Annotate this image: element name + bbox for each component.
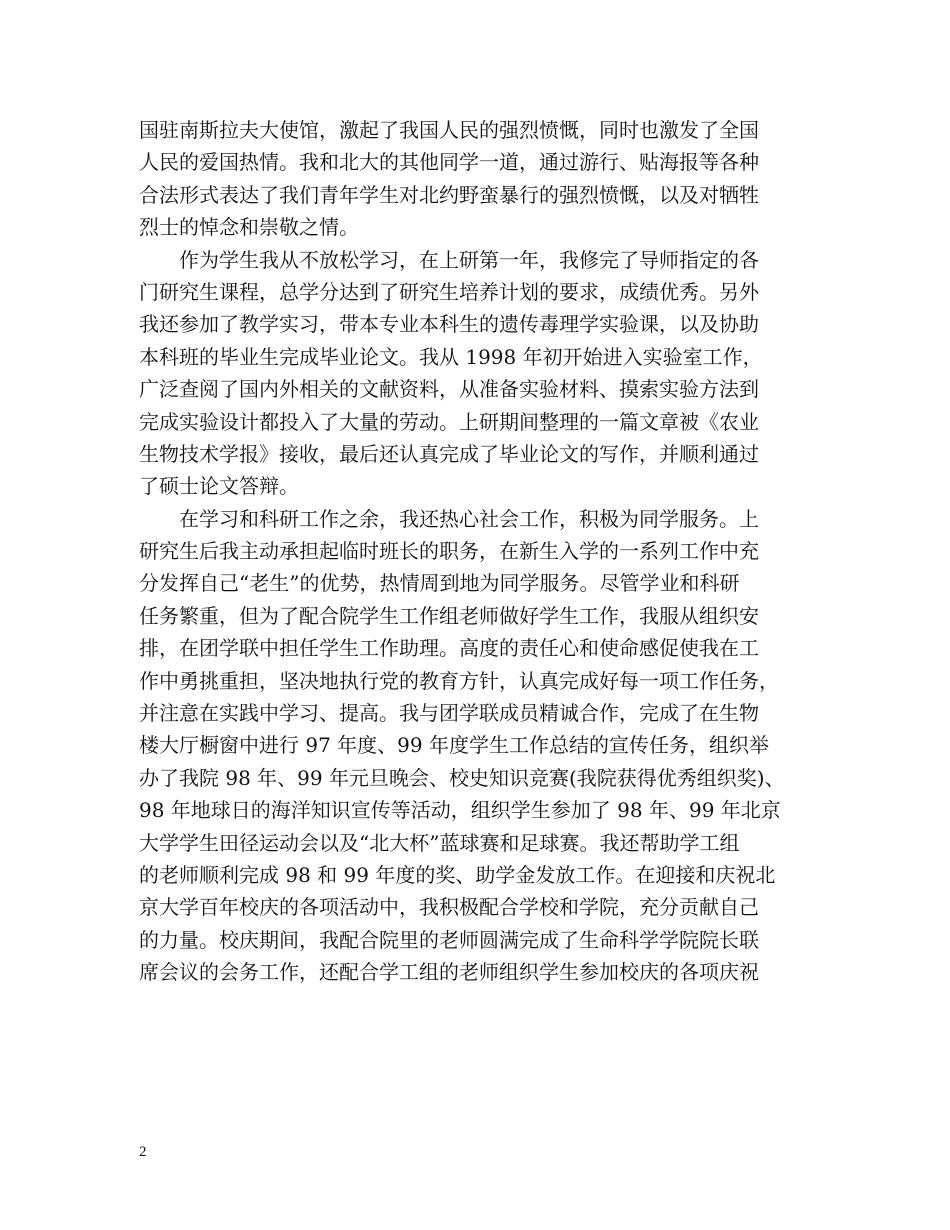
text-line: 烈士的悼念和崇敬之情。 — [139, 215, 359, 240]
text-line: 研究生后我主动承担起临时班长的职务，在新生入学的一系列工作中充 — [139, 539, 759, 564]
text-line: 门研究生课程，总学分达到了研究生培养计划的要求，成绩优秀。另外 — [139, 279, 759, 304]
text-line: 98 年地球日的海洋知识宣传等活动，组织学生参加了 98 年、99 年北京 — [139, 798, 781, 823]
paragraph — [139, 114, 819, 244]
text-line: 在学习和科研工作之余，我还热心社会工作，积极为同学服务。上 — [179, 506, 759, 531]
text-line: 排，在团学联中担任学生工作助理。高度的责任心和使命感促使我在工 — [139, 636, 759, 661]
text-line: 本科班的毕业生完成毕业论文。我从 1998 年初开始进入实验室工作， — [139, 344, 763, 369]
text-line: 的力量。校庆期间，我配合院里的老师圆满完成了生命科学学院院长联 — [139, 927, 759, 952]
text-line: 完成实验设计都投入了大量的劳动。上研期间整理的一篇文章被《农业 — [139, 409, 759, 434]
text-line: 的老师顺利完成 98 和 99 年度的奖、助学金发放工作。在迎接和庆祝北 — [139, 862, 776, 887]
text-line: 广泛查阅了国内外相关的文献资料，从准备实验材料、摸索实验方法到 — [139, 377, 759, 402]
text-line: 京大学百年校庆的各项活动中，我积极配合学校和学院，充分贡献自己 — [139, 895, 759, 920]
text-line: 我还参加了教学实习，带本专业本科生的遗传毒理学实验课，以及协助 — [139, 312, 759, 337]
paragraph — [139, 244, 819, 503]
text-line: 楼大厅橱窗中进行 97 年度、99 年度学生工作总结的宣传任务，组织举 — [139, 733, 769, 758]
text-line: 办了我院 98 年、99 年元旦晚会、校史知识竞赛(我院获得优秀组织奖)、 — [139, 765, 785, 790]
text-line: 国驻南斯拉夫大使馆，激起了我国人民的强烈愤慨，同时也激发了全国 — [139, 118, 759, 142]
text-line: 生物技术学报》接收，最后还认真完成了毕业论文的写作，并顺利通过 — [139, 441, 759, 466]
text-line: 任务繁重，但为了配合院学生工作组老师做好学生工作，我服从组织安 — [139, 603, 759, 628]
text-line: 作为学生我从不放松学习，在上研第一年，我修完了导师指定的各 — [179, 247, 759, 272]
text-line: 并注意在实践中学习、提高。我与团学联成员精诚合作，完成了在生物 — [139, 701, 759, 726]
text-line: 合法形式表达了我们青年学生对北约野蛮暴行的强烈愤慨，以及对牺牲 — [139, 182, 759, 207]
page-number: 2 — [139, 1144, 147, 1160]
text-line: 作中勇挑重担，坚决地执行党的教育方针，认真完成好每一项工作任务， — [139, 668, 779, 693]
text-line: 大学学生田径运动会以及“北大杯”蓝球赛和足球赛。我还帮助学工组 — [139, 830, 740, 855]
text-line: 了硕士论文答辩。 — [139, 474, 299, 499]
text-line: 席会议的会务工作，还配合学工组的老师组织学生参加校庆的各项庆祝 — [139, 960, 759, 985]
paragraph — [139, 503, 819, 989]
text-line: 分发挥自己“老生”的优势，热情周到地为同学服务。尽管学业和科研 — [139, 571, 740, 596]
text-line: 人民的爱国热情。我和北大的其他同学一道，通过游行、贴海报等各种 — [139, 150, 759, 175]
document-body — [139, 114, 819, 989]
